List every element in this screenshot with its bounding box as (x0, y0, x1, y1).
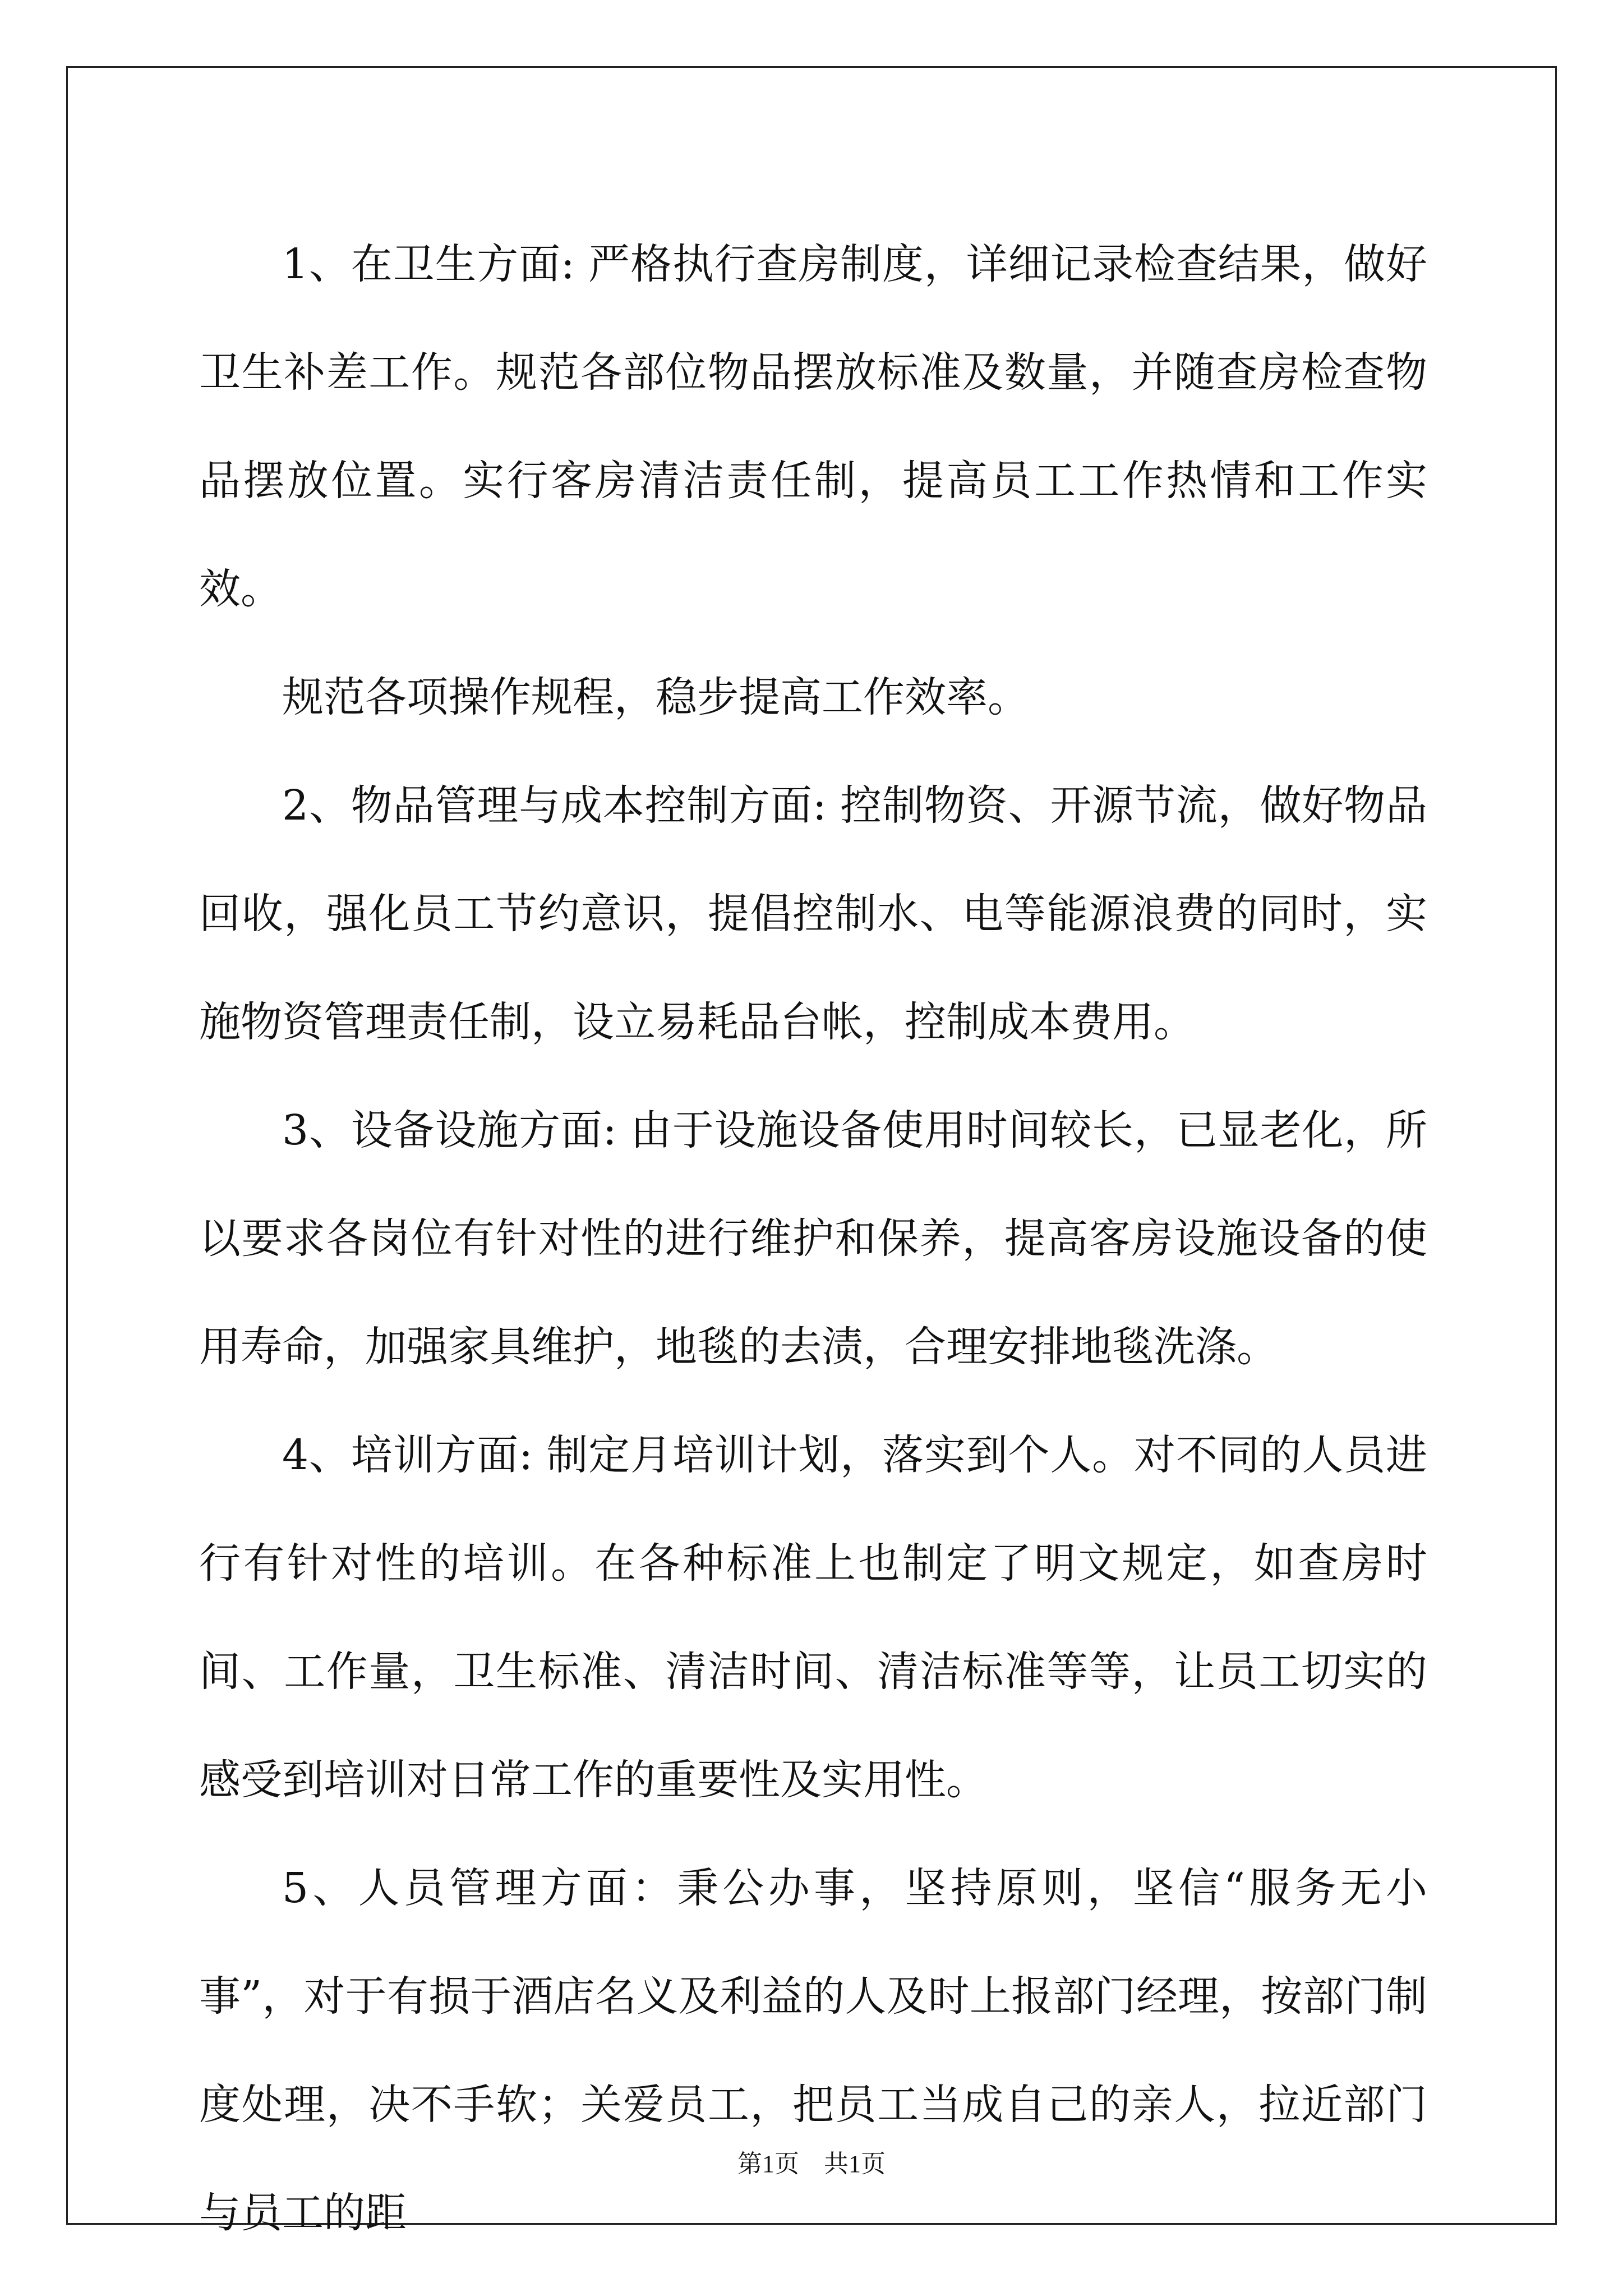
paragraph-training: 4、培训方面: 制定月培训计划，落实到个人。对不同的人员进行有针对性的培训。在各种标准上也制定了明文规定，如查房时间、工作量，卫生标准、清洁时间、清洁标准等等，让员工切实的感受到培训对日常工作的重要性及实用性。 (199, 1431, 1427, 1804)
page-footer (0, 2147, 1623, 2181)
page-number-current: 第1页 (737, 2150, 799, 2178)
paragraph-equipment: 3、设备设施方面: 由于设施设备使用时间较长，已显老化，所以要求各岗位有针对性的进行维护和保养，提高客房设施设备的使用寿命，加强家具维护，地毯的去渍，合理安排地毯洗涤。 (199, 1106, 1427, 1371)
document-body (199, 210, 1427, 2267)
paragraph-procedures: 规范各项操作规程，稳步提高工作效率。 (282, 673, 1029, 721)
paragraph-hygiene: 1、在卫生方面: 严格执行查房制度，详细记录检查结果，做好卫生补差工作。规范各部位物品摆放标准及数量，并随查房检查物品摆放位置。实行客房清洁责任制，提高员工工作热情和工作实效。 (199, 240, 1427, 613)
page-number-total: 共1页 (824, 2150, 886, 2178)
paragraph-cost-control: 2、物品管理与成本控制方面: 控制物资、开源节流，做好物品回收，强化员工节约意识，提倡控制水、电等能源浪费的同时，实施物资管理责任制，设立易耗品台帐，控制成本费用。 (199, 781, 1427, 1046)
paragraph-staff-management: 5、人员管理方面：秉公办事，坚持原则，坚信“服务无小事”，对于有损于酒店名义及利益的人及时上报部门经理，按部门制度处理，决不手软；关爱员工，把员工当成自己的亲人，拉近部门与员工的距 (199, 1864, 1427, 2237)
